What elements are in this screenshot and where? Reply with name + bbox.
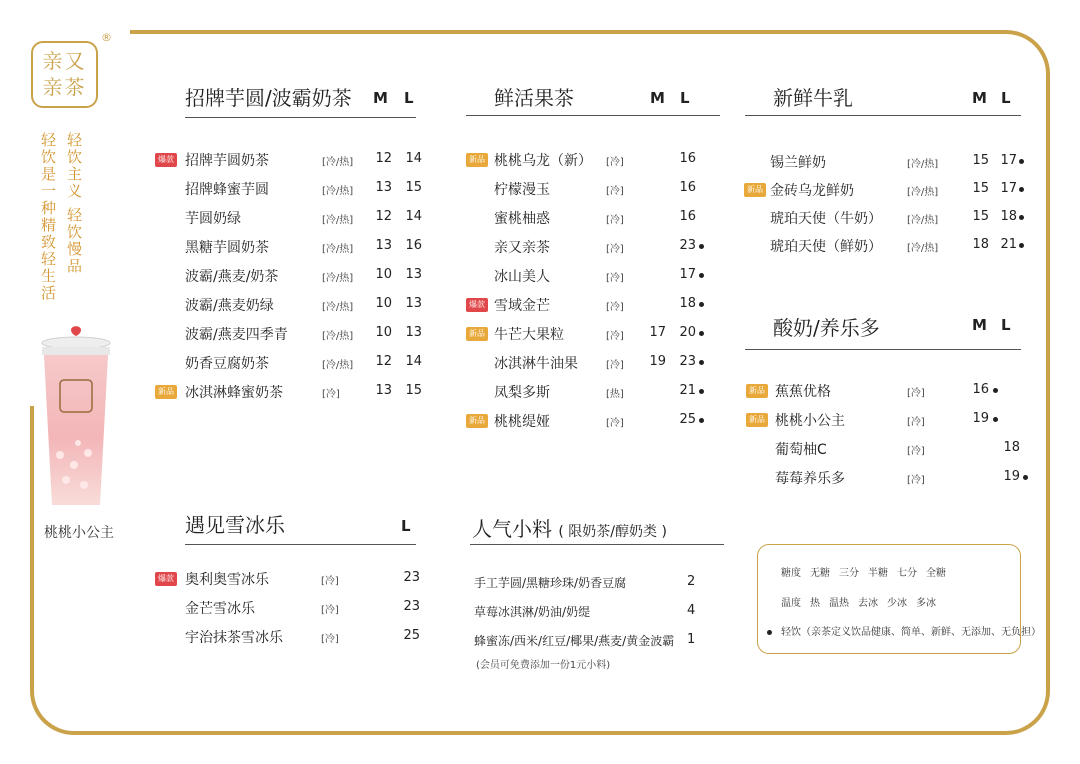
light-drink-dot-icon [699,360,704,365]
menu-row [466,237,716,259]
price-l: 14 [405,354,422,369]
item-name: 亲又亲茶 [494,240,550,256]
legend-light-drink-row [767,623,1050,638]
price-l: 25 [403,628,420,643]
section-divider [745,349,1021,350]
light-drink-dot-icon [993,388,998,393]
item-name: 莓莓养乐多 [775,471,845,487]
item-temperature: [冷/热] [907,187,939,198]
price-m: 17 [649,325,666,340]
price-l: 20 [679,325,696,340]
legend-label: 温度 [781,598,801,609]
item-temperature: [冷/热] [907,243,939,254]
section-title-ice-slush: 遇见雪冰乐 [185,513,285,537]
light-drink-dot-icon [1023,475,1028,480]
item-temperature: [冷] [606,157,624,168]
brand-logo [31,41,98,108]
item-name: 波霸/燕麦/奶茶 [185,269,279,285]
featured-drink-caption: 桃桃小公主 [44,525,114,541]
price-l: 15 [405,180,422,195]
menu-row [466,208,716,230]
item-name: 牛芒大果粒 [494,327,564,343]
menu-row [155,295,425,317]
item-name: 桃桃乌龙（新） [494,153,592,169]
item-name: 锡兰鲜奶 [770,155,826,171]
item-name: 琥珀天使（鲜奶） [770,239,882,255]
price-l: 13 [405,296,422,311]
price-l: 14 [405,209,422,224]
item-temperature: [冷] [606,244,624,255]
menu-row [155,627,425,649]
size-m-header: M [373,89,388,107]
price-m: 12 [375,151,392,166]
menu-row [744,236,1029,258]
featured-drink-image [40,325,112,510]
price-m: 13 [375,180,392,195]
item-temperature: [冷] [907,388,925,399]
item-temperature: [冷] [907,475,925,486]
price-m: 19 [649,354,666,369]
item-temperature: [冷/热] [907,215,939,226]
size-m-header: M [650,89,665,107]
menu-row [155,266,425,288]
menu-row [466,382,716,404]
legend-box [757,544,1041,654]
size-m-header: M [972,89,987,107]
item-temperature: [热] [606,389,624,400]
item-temperature: [冷] [322,389,340,400]
section-divider [185,544,416,545]
legend-option: 半糖 [868,568,888,579]
legend-sugar-row [781,564,955,579]
price-l: 16 [679,209,696,224]
item-name: 招牌芋圆奶茶 [185,153,269,169]
item-name: 金砖乌龙鲜奶 [770,183,854,199]
menu-row [466,353,716,375]
price-m: 13 [375,383,392,398]
price-l: 18 [679,296,696,311]
price-l: 19 [1003,469,1020,484]
hot-badge: 爆款 [155,572,177,586]
topping-price: 1 [687,632,696,647]
topping-price: 2 [687,574,696,589]
topping-price: 4 [687,603,696,618]
item-temperature: [冷] [321,634,339,645]
price-l: 16 [679,151,696,166]
legend-option: 温热 [829,598,849,609]
price-m: 16 [972,382,989,397]
price-l: 13 [405,267,422,282]
hot-badge: 爆款 [155,153,177,167]
item-name: 芋圆奶绿 [185,211,241,227]
menu-row [746,468,1031,490]
item-temperature: [冷] [606,331,624,342]
price-m: 18 [972,237,989,252]
light-drink-dot-icon [699,244,704,249]
item-temperature: [冷/热] [322,273,354,284]
legend-option: 无糖 [810,568,830,579]
size-m-header: M [972,316,987,334]
price-l: 16 [405,238,422,253]
section-divider [466,115,720,116]
item-name: 蜜桃柚惑 [494,211,550,227]
item-name: 凤梨多斯 [494,385,550,401]
toppings-subtitle: ( 限奶茶/醇奶类 ) [558,524,667,540]
menu-row [466,266,716,288]
light-drink-dot-icon [699,389,704,394]
menu-row [155,353,425,375]
size-l-header: L [404,89,414,107]
price-l: 23 [403,570,420,585]
price-l: 16 [679,180,696,195]
new-badge: 新品 [466,414,488,428]
size-l-header: L [680,89,690,107]
logo-line-2: 亲茶 [42,75,87,99]
item-temperature: [冷] [606,273,624,284]
menu-row [155,150,425,172]
item-temperature: [冷] [321,576,339,587]
menu-row [155,208,425,230]
section-title-yogurt: 酸奶/养乐多 [773,316,880,340]
menu-row [746,410,1031,432]
legend-option: 全糖 [926,568,946,579]
legend-option: 去冰 [858,598,878,609]
item-temperature: [冷] [907,446,925,457]
size-l-header: L [1001,89,1011,107]
item-temperature: [冷/热] [322,360,354,371]
legend-option: 七分 [897,568,917,579]
item-name: 奥利奥雪冰乐 [185,572,269,588]
section-title-fruit-tea: 鲜活果茶 [494,86,574,110]
menu-row [466,179,716,201]
item-temperature: [冷/热] [322,302,354,313]
menu-row [466,411,716,433]
item-name: 宇治抹茶雪冰乐 [185,630,283,646]
section-divider [185,117,416,118]
legend-option: 多冰 [916,598,936,609]
item-name: 黑糖芋圆奶茶 [185,240,269,256]
new-badge: 新品 [466,327,488,341]
item-temperature: [冷/热] [322,157,354,168]
menu-row [155,382,425,404]
logo-line-1: 亲又 [42,49,87,73]
item-temperature: [冷] [321,605,339,616]
light-drink-dot-icon [699,273,704,278]
menu-row [466,324,716,346]
item-temperature: [冷] [606,186,624,197]
price-l: 21 [1000,237,1017,252]
new-badge: 新品 [155,385,177,399]
legend-option: 少冰 [887,598,907,609]
menu-row [155,324,425,346]
item-name: 冰山美人 [494,269,550,285]
toppings-note: (会员可免费添加一份1元小料) [476,660,611,671]
menu-row [744,152,1029,174]
item-name: 金芒雪冰乐 [185,601,255,617]
registered-mark: ® [101,31,112,44]
price-l: 15 [405,383,422,398]
menu-row [155,237,425,259]
light-drink-dot-icon [993,417,998,422]
item-name: 雪域金芒 [494,298,550,314]
item-temperature: [冷] [606,215,624,226]
price-m: 10 [375,296,392,311]
light-drink-dot-icon [1019,243,1024,248]
menu-row [466,295,716,317]
section-divider [470,544,724,545]
hot-badge: 爆款 [466,298,488,312]
item-temperature: [冷/热] [322,331,354,342]
item-name: 琥珀天使（牛奶） [770,211,882,227]
item-name: 柠檬漫玉 [494,182,550,198]
price-l: 18 [1003,440,1020,455]
menu-row [744,180,1029,202]
menu-row [155,569,425,591]
item-temperature: [冷/热] [907,159,939,170]
item-temperature: [冷/热] [322,186,354,197]
menu-row [746,439,1031,461]
new-badge: 新品 [746,413,768,427]
light-drink-dot-icon [699,418,704,423]
light-drink-dot-icon [1019,187,1024,192]
price-m: 15 [972,153,989,168]
section-title-taro-boba: 招牌芋圆/波霸奶茶 [185,86,352,110]
slogan-2: 轻饮是一种精致轻生活 [39,132,57,302]
menu-row [746,381,1031,403]
price-l: 18 [1000,209,1017,224]
item-name: 奶香豆腐奶茶 [185,356,269,372]
item-name: 冰淇淋牛油果 [494,356,578,372]
price-m: 12 [375,354,392,369]
section-title-fresh-milk: 新鲜牛乳 [773,86,853,110]
light-drink-dot-icon [699,331,704,336]
item-name: 波霸/燕麦四季青 [185,327,288,343]
legend-light-drink-text: 轻饮（亲茶定义饮品健康、简单、新鲜、无添加、无负担） [781,627,1041,638]
section-divider [745,115,1021,116]
topping-name: 手工芋圆/黑糖珍珠/奶香豆腐 [474,576,627,590]
legend-option: 热 [810,598,820,609]
menu-row [466,150,716,172]
price-m: 15 [972,209,989,224]
light-drink-dot-icon [767,630,772,635]
price-l: 17 [679,267,696,282]
light-drink-dot-icon [1019,215,1024,220]
item-temperature: [冷/热] [322,215,354,226]
item-temperature: [冷] [606,418,624,429]
price-l: 17 [1000,153,1017,168]
light-drink-dot-icon [699,302,704,307]
item-temperature: [冷] [907,417,925,428]
price-m: 10 [375,267,392,282]
item-temperature: [冷] [606,302,624,313]
price-l: 21 [679,383,696,398]
menu-row [744,208,1029,230]
section-title-toppings [472,513,667,542]
legend-temperature-row [781,594,945,609]
menu-row [155,598,425,620]
item-name: 波霸/燕麦奶绿 [185,298,274,314]
price-l: 14 [405,151,422,166]
topping-name: 草莓冰淇淋/奶油/奶缇 [474,605,591,619]
item-name: 葡萄柚C [775,442,827,458]
price-l: 13 [405,325,422,340]
item-name: 蕉蕉优格 [775,384,831,400]
price-m: 10 [375,325,392,340]
price-l: 25 [679,412,696,427]
price-l: 23 [403,599,420,614]
toppings-title: 人气小料 [472,517,552,541]
item-name: 桃桃小公主 [775,413,845,429]
topping-name: 蜂蜜冻/西米/红豆/椰果/燕麦/黄金波霸 [474,634,675,648]
price-l: 17 [1000,181,1017,196]
new-badge: 新品 [744,183,766,197]
price-m: 12 [375,209,392,224]
menu-row [155,179,425,201]
new-badge: 新品 [746,384,768,398]
price-m: 19 [972,411,989,426]
new-badge: 新品 [466,153,488,167]
item-name: 招牌蜂蜜芋圆 [185,182,269,198]
light-drink-dot-icon [1019,159,1024,164]
size-l-header: L [1001,316,1011,334]
price-l: 23 [679,354,696,369]
price-l: 23 [679,238,696,253]
price-m: 15 [972,181,989,196]
legend-label: 糖度 [781,568,801,579]
item-temperature: [冷/热] [322,244,354,255]
slogan-1: 轻饮主义 轻饮慢品 [65,132,83,275]
legend-option: 三分 [839,568,859,579]
price-m: 13 [375,238,392,253]
item-temperature: [冷] [606,360,624,371]
size-l-header: L [401,517,411,535]
item-name: 桃桃缇娅 [494,414,550,430]
item-name: 冰淇淋蜂蜜奶茶 [185,385,283,401]
